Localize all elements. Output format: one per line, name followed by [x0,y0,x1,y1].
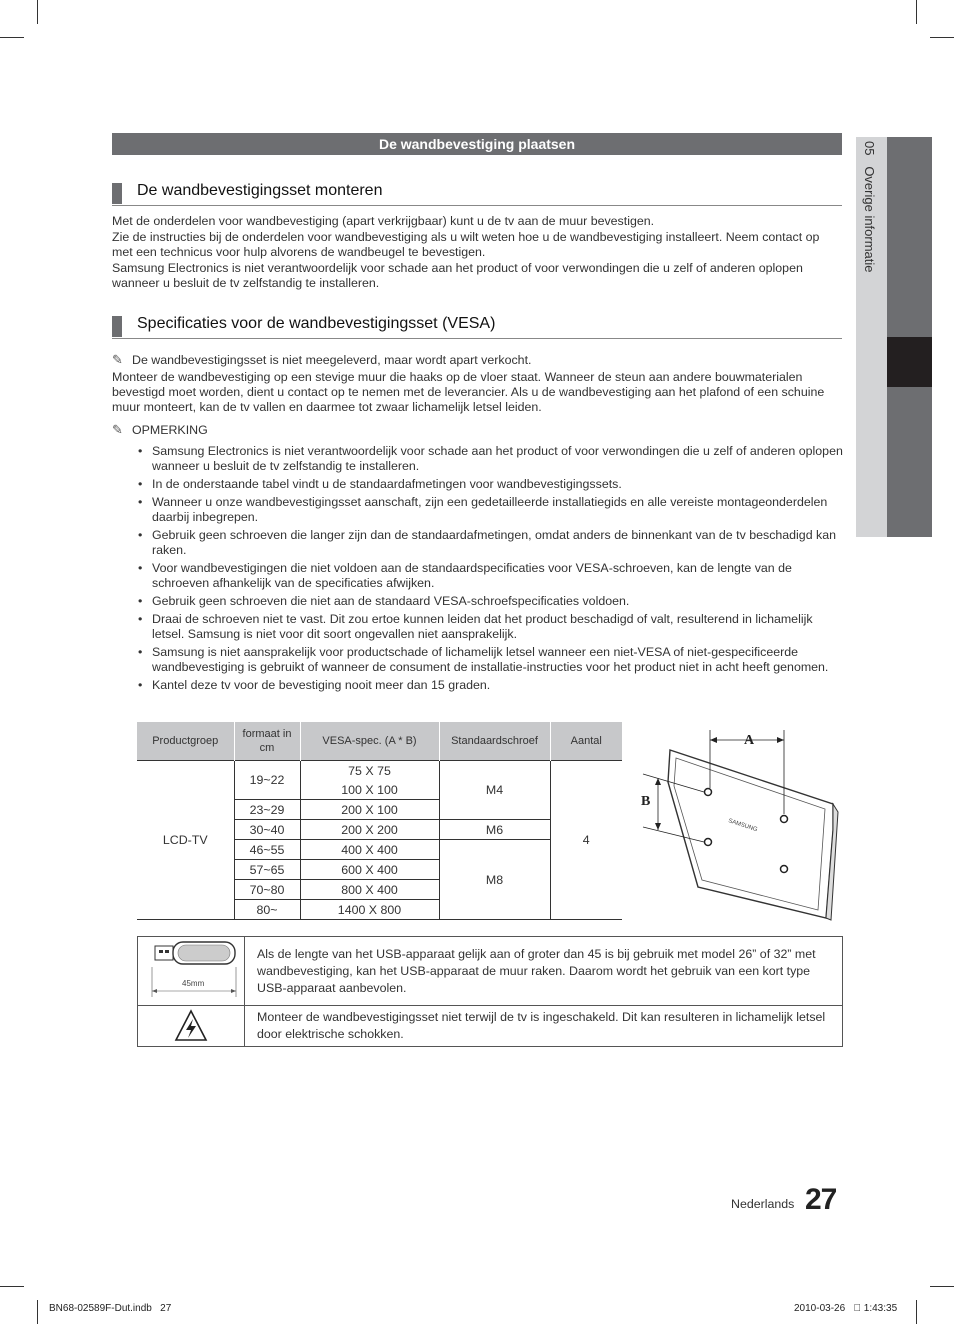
size-cell: 30~40 [234,820,300,840]
usb-caution-row [138,937,842,1006]
note-text: De wandbevestigingsset is niet meegeleverd, maar wordt apart verkocht. [132,353,532,367]
vesa-cell: 1400 X 800 [300,900,439,920]
list-item: • Samsung Electronics is niet verantwoordelijk voor schade aan het product of voor verwondingen die u zelf of anderen oplopen wanneer u besluit de tv zelfstandig te installeren. [137,444,843,474]
footer-language: Nederlands [731,1197,795,1211]
intro-text [112,214,842,292]
electric-shock-warning-icon [138,1006,244,1046]
list-item: • Kantel deze tv voor de bevestiging nooit meer dan 15 graden. [137,678,843,693]
column-header: Standaardschroef [439,722,550,761]
table-row [137,761,622,781]
product-group-cell: LCD-TV [137,761,234,920]
note-label: OPMERKING [132,423,208,437]
screw-cell: M4 [439,761,550,820]
crop-mark [37,1300,38,1324]
vesa-paragraph: Monteer de wandbevestiging op een stevige muur die haaks op de vloer staat. Wanneer de steun aan andere bouwmaterialen bevestigd moet worden, dient u contact op te nemen met de leverancier. Als u de wandbevestiging aan het plafond of een schuine muur monteert, kan de tv vallen en daarmee tot zwaar lichamelijk letsel leiden. [112,370,825,414]
chapter-tab-active-marker [887,337,932,387]
vesa-cell: 200 X 100 [300,800,439,820]
list-item: • Gebruik geen schroeven die langer zijn dan de standaardafmetingen, omdat anders de binnenkant van de tv beschadigd kan raken. [137,528,843,558]
chapter-title: Overige informatie [862,166,877,273]
table-header-row [137,722,622,761]
list-item: • Voor wandbevestigingen die niet voldoen aan de standaardspecificaties voor VESA-schroeven, kan de lengte van de schroeven afhankelijk van de specificaties afwijken. [137,561,843,591]
usb-stick-icon [138,937,244,1005]
print-date-info: 2010-03-26 ￿ 1:43:35 [794,1303,898,1314]
heading-vesa-specs [112,312,842,339]
crop-mark [0,37,24,38]
crop-mark [37,0,38,24]
screw-cell: M8 [439,840,550,920]
list-item: • Samsung is niet aansprakelijk voor productschade of lichamelijk letsel wanneer een niet-VESA of niet-gespecificeerde wandbevestiging is gebruikt of wanneer de consument de installatie-instructies voor het product niet in acht heeft genomen. [137,645,843,675]
intro-paragraph: Zie de instructies bij de onderdelen voor wandbevestiging als u wilt weten hoe u de wandbevestiging installeert. Neem contact op met een technicus voor hulp alvorens de wandbeugel te bevestigen. [112,230,820,259]
caution-box [137,936,843,1047]
usb-length-label: 45mm [182,979,205,988]
warning-icon-cell [138,1006,245,1046]
column-header: formaat in cm [234,722,300,761]
tv-back-diagram [638,722,843,922]
note-heading [112,422,842,438]
intro-paragraph: Met de onderdelen voor wandbevestiging (apart verkrijgbaar) kunt u de tv aan de muur bevestigen. [112,214,655,228]
section-title-bar: De wandbevestiging plaatsen [112,133,842,155]
screw-cell: M6 [439,820,550,840]
chapter-number: 05 [862,141,877,156]
list-item: • Wanneer u onze wandbevestigingsset aanschaft, zijn een gedetailleerde installatiegids en alle vereiste montageonderdelen daarbij inbegrepen. [137,495,843,525]
heading-wall-mount-install [112,179,842,206]
usb-icon-cell [138,937,245,1005]
size-cell: 70~80 [234,880,300,900]
print-file-info: BN68-02589F-Dut.indb 27 [49,1303,172,1314]
shock-warning-text: Monteer de wandbevestigingsset niet terwijl de tv is ingeschakeld. Dit kan resulteren in lichamelijk letsel door elektrische schokken. [257,1010,826,1041]
usb-caution-text: Als de lengte van het USB-apparaat gelijk aan of groter dan 45 is bij gebruik met model 26” of 32” met wandbevestiging, kan het USB-apparaat de muur raken. Daarom wordt het gebruik van een kort type USB-apparaat aanbevolen. [257,947,816,995]
size-cell: 46~55 [234,840,300,860]
heading-text: Specificaties voor de wandbevestigingsset (VESA) [137,315,496,332]
heading-marker [112,183,122,204]
column-header: VESA-spec. (A * B) [300,722,439,761]
pencil-icon: ✎ [112,422,123,437]
size-cell: 57~65 [234,860,300,880]
vesa-cell: 400 X 400 [300,840,439,860]
intro-paragraph: Samsung Electronics is niet verantwoordelijk voor schade aan het product of voor verwondingen die u zelf of anderen oplopen wanneer u besluit de tv zelfstandig te installeren. [112,261,803,290]
note-bullet-list [137,444,843,696]
column-header: Productgroep [137,722,234,761]
diagram-label-b: B [641,794,651,809]
vesa-cell: 800 X 400 [300,880,439,900]
chapter-tab-label [862,141,877,273]
vesa-cell: 600 X 400 [300,860,439,880]
crop-mark [930,37,954,38]
column-header: Aantal [550,722,622,761]
pencil-icon: ✎ [112,352,123,367]
list-item: • In de onderstaande tabel vindt u de standaardafmetingen voor wandbevestigingssets. [137,477,843,492]
diagram-brand-label: SAMSUNG [727,818,759,834]
size-cell: 19~22 [234,761,300,800]
list-item: • Draai de schroeven niet te vast. Dit zou ertoe kunnen leiden dat het product beschadigd of valt, resulterend in lichamelijk letsel. Samsung is niet voor dit soort ongevallen niet aansprakelijk. [137,612,843,642]
crop-mark [0,1286,24,1287]
quantity-cell: 4 [550,761,622,920]
shock-warning-row [138,1006,842,1046]
crop-mark [916,1300,917,1324]
crop-mark [930,1286,954,1287]
crop-mark [916,0,917,24]
vesa-spec-table [137,722,622,920]
vesa-cell: 200 X 200 [300,820,439,840]
vesa-cell: 100 X 100 [300,780,439,800]
vesa-cell: 75 X 75 [300,761,439,781]
size-cell: 23~29 [234,800,300,820]
diagram-label-a: A [744,733,755,748]
size-cell: 80~ [234,900,300,920]
note-sold-separately [112,352,842,368]
page-number: 27 [805,1183,837,1216]
list-item: • Gebruik geen schroeven die niet aan de standaard VESA-schroefspecificaties voldoen. [137,594,843,609]
heading-marker [112,316,122,337]
heading-text: De wandbevestigingsset monteren [137,182,383,199]
